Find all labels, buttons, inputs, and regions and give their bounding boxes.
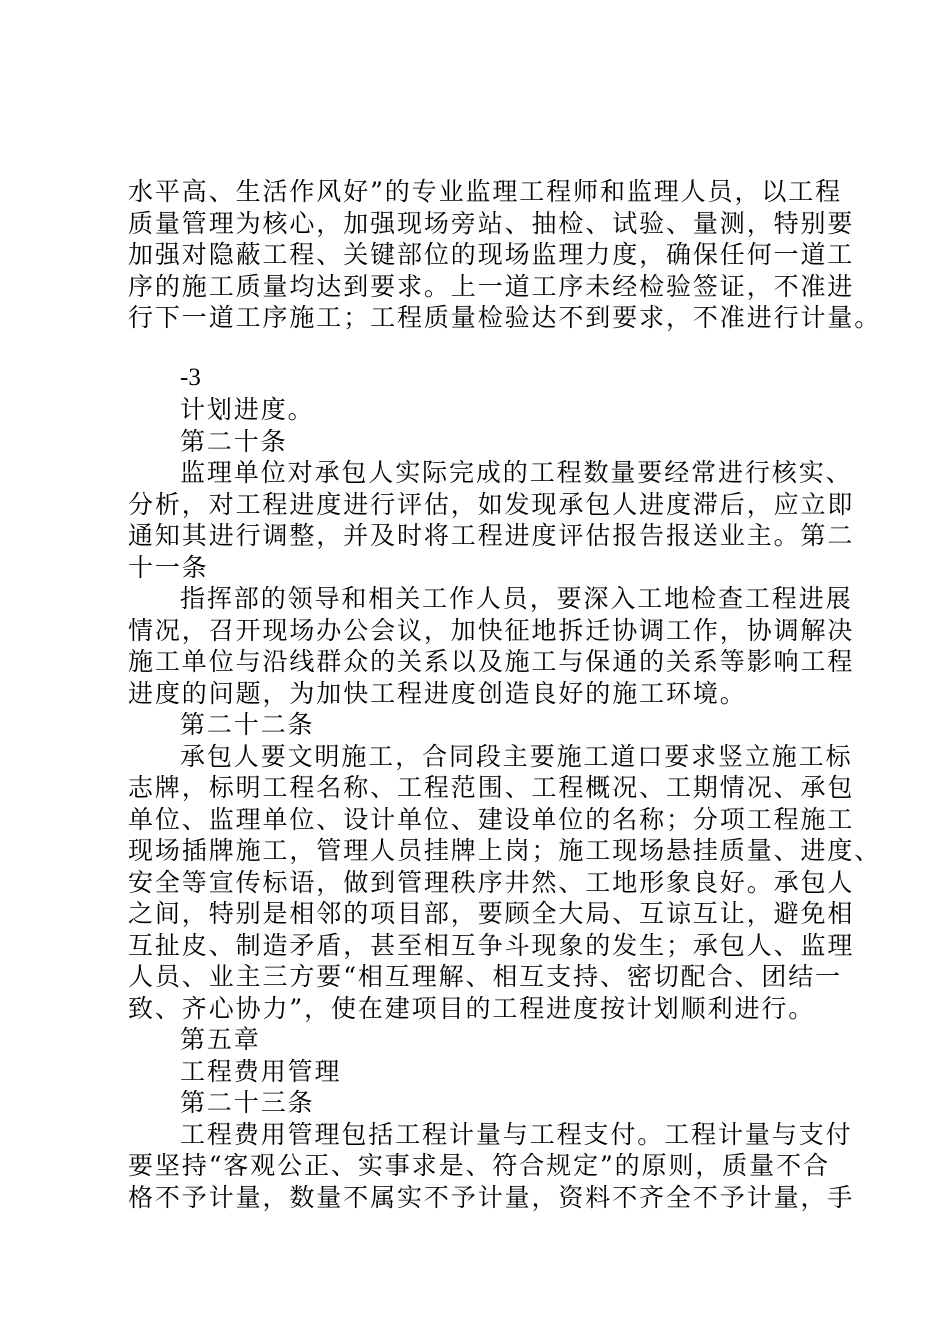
body-line: 第二十条 (180, 426, 288, 456)
paragraph-line: 加强对隐蔽工程、关键部位的现场监理力度，确保任何一道工 (128, 240, 855, 269)
body-line: 人员、业主三方要“相互理解、相互支持、密切配合、团结一 (128, 962, 843, 991)
body-line: 工程费用管理包括工程计量与工程支付。工程计量与支付 (180, 1119, 853, 1149)
body-line: 格不予计量，数量不属实不予计量，资料不齐全不予计量，手 (128, 1182, 855, 1212)
body-line: 计划进度。 (180, 395, 315, 424)
top-paragraph (128, 176, 882, 334)
body-line: 工程费用管理 (180, 1056, 342, 1086)
paragraph-line: 水平高、生活作风好”的专业监理工程师和监理人员，以工程 (128, 177, 843, 206)
body-line: 安全等宣传标语，做到管理秩序井然、工地形象良好。承包人 (128, 867, 855, 897)
body-line: 进度的问题，为加快工程进度创造良好的施工环境。 (128, 678, 747, 708)
body-line: 要坚持“客观公正、实事求是、符合规定”的原则，质量不合 (128, 1151, 830, 1180)
body-line: 第五章 (180, 1025, 261, 1054)
paragraph-line: 行下一道工序施工；工程质量检验达不到要求，不准进行计量。 (128, 303, 882, 332)
body-line: 第二十三条 (180, 1088, 315, 1117)
body-line: 通知其进行调整，并及时将工程进度评估报告报送业主。第二 (128, 521, 855, 550)
body-line: 指挥部的领导和相关工作人员，要深入工地检查工程进展 (180, 584, 853, 613)
paragraph-line: 序的施工质量均达到要求。上一道工序未经检验签证，不准进 (128, 271, 855, 301)
body-line: 十一条 (128, 552, 209, 582)
body-text (128, 394, 882, 1213)
body-line: 情况，召开现场办公会议，加快征地拆迁协调工作，协调解决 (128, 615, 855, 645)
body-line: 第二十二条 (180, 710, 315, 739)
body-line: 互扯皮、制造矛盾，甚至相互争斗现象的发生；承包人、监理 (128, 930, 855, 960)
page-number: -3 (180, 364, 201, 391)
body-line: 志牌，标明工程名称、工程范围、工程概况、工期情况、承包 (128, 773, 855, 802)
body-line: 分析，对工程进度进行评估，如发现承包人进度滞后，应立即 (128, 489, 855, 519)
body-line: 监理单位对承包人实际完成的工程数量要经常进行核实、 (180, 458, 853, 487)
body-line: 致、齐心协力”，使在建项目的工程进度按计划顺利进行。 (128, 993, 816, 1023)
body-line: 之间，特别是相邻的项目部，要顾全大局、互谅互让，避免相 (128, 899, 855, 928)
paragraph-line: 质量管理为核心，加强现场旁站、抽检、试验、量测，特别要 (128, 208, 855, 238)
body-line: 现场插牌施工，管理人员挂牌上岗；施工现场悬挂质量、进度、 (128, 836, 882, 865)
body-line: 承包人要文明施工，合同段主要施工道口要求竖立施工标 (180, 741, 853, 771)
body-line: 单位、监理单位、设计单位、建设单位的名称；分项工程施工 (128, 804, 855, 834)
body-line: 施工单位与沿线群众的关系以及施工与保通的关系等影响工程 (128, 647, 855, 676)
